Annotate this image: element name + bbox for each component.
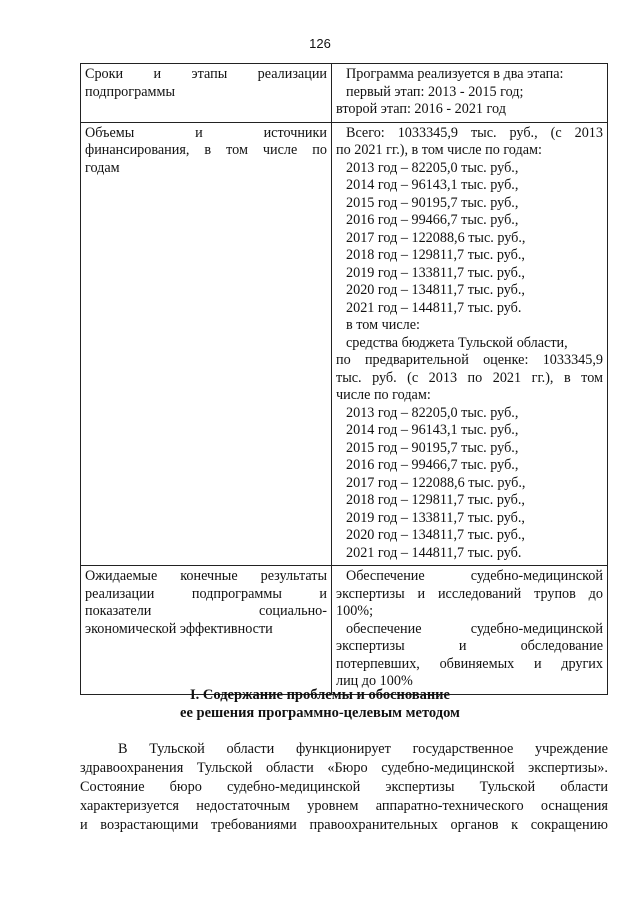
value-line: в том числе: <box>346 317 420 333</box>
value-line: 2015 год – 90195,7 тыс. руб., <box>346 194 519 211</box>
value-line: 2013 год – 82205,0 тыс. руб., <box>346 404 519 421</box>
value-line: лиц до 100% <box>336 673 413 689</box>
value-line: 2016 год – 99466,7 тыс. руб., <box>346 457 519 473</box>
section-heading <box>0 686 640 722</box>
value-line: Программа реализуется в два этапа: <box>346 66 564 82</box>
label-line: экономической эффективности <box>85 620 273 637</box>
value-line: 2021 год – 144811,7 тыс. руб. <box>346 299 522 316</box>
row-value-funding <box>332 122 608 566</box>
value-line: второй этап: 2016 - 2021 год <box>336 101 506 117</box>
value-line: 2015 год – 90195,7 тыс. руб., <box>346 439 519 456</box>
page-number: 126 <box>309 36 331 51</box>
body-paragraph <box>80 740 608 835</box>
paragraph-line: характеризуется недостаточным уровнем аппаратно-технического оснащения <box>80 798 608 814</box>
value-line: 2018 год – 129811,7 тыс. руб., <box>346 492 525 508</box>
label-line: реализации подпрограммы и <box>85 585 327 602</box>
value-line: потерпевших, обвиняемых и других <box>336 655 603 672</box>
value-line: 2014 год – 96143,1 тыс. руб., <box>346 177 519 193</box>
value-line: 100%; <box>336 603 374 619</box>
label-line: Объемы и источники <box>85 124 327 141</box>
value-line: по 2021 гг.), в том числе по годам: <box>336 142 542 158</box>
value-line: 2017 год – 122088,6 тыс. руб., <box>346 474 526 491</box>
value-line: тыс. руб. (с 2013 по 2021 гг.), в том <box>336 369 603 386</box>
section-heading-line: ее решения программно-целевым методом <box>180 705 460 721</box>
value-line: 2014 год – 96143,1 тыс. руб., <box>346 422 519 438</box>
row-value-results <box>332 566 608 695</box>
subprogram-passport-table <box>80 63 608 695</box>
value-line: экспертизы и обследование <box>336 638 603 654</box>
value-line: числе по годам: <box>336 387 431 403</box>
value-line: средства бюджета Тульской области, <box>346 334 568 351</box>
row-label-terms <box>81 64 332 123</box>
table-row <box>81 566 608 695</box>
label-line: годам <box>85 159 120 176</box>
value-line: 2017 год – 122088,6 тыс. руб., <box>346 229 526 246</box>
paragraph-line: здравоохранения Тульской области «Бюро судебно-медицинской экспертизы». <box>80 760 608 776</box>
value-line: 2019 год – 133811,7 тыс. руб., <box>346 509 525 526</box>
label-line: показатели социально- <box>85 603 327 619</box>
value-line: 2013 год – 82205,0 тыс. руб., <box>346 159 519 176</box>
value-line: 2021 год – 144811,7 тыс. руб. <box>346 544 522 561</box>
value-line: экспертизы и исследований трупов до <box>336 585 603 602</box>
paragraph-line: Состояние бюро судебно-медицинской экспертизы Тульской области <box>80 779 608 795</box>
row-label-funding <box>81 122 332 566</box>
label-line: финансирования, в том числе по <box>85 142 327 158</box>
label-line: подпрограммы <box>85 83 175 100</box>
label-line: Сроки и этапы реализации <box>85 66 327 82</box>
value-line: 2020 год – 134811,7 тыс. руб., <box>346 282 525 298</box>
value-line: 2020 год – 134811,7 тыс. руб., <box>346 527 525 543</box>
value-line: 2019 год – 133811,7 тыс. руб., <box>346 264 525 281</box>
label-line: Ожидаемые конечные результаты <box>85 568 327 584</box>
paragraph-line: и возрастающими требованиями правоохранительных органов к сокращению <box>80 817 608 833</box>
value-line: первый этап: 2013 - 2015 год; <box>346 83 524 100</box>
table-row <box>81 122 608 566</box>
table-row <box>81 64 608 123</box>
row-label-results <box>81 566 332 695</box>
value-line: Всего: 1033345,9 тыс. руб., (с 2013 <box>346 124 603 141</box>
value-line: по предварительной оценке: 1033345,9 <box>336 352 603 368</box>
value-line: обеспечение судебно-медицинской <box>346 620 603 637</box>
value-line: 2018 год – 129811,7 тыс. руб., <box>346 247 525 263</box>
value-line: Обеспечение судебно-медицинской <box>346 568 603 584</box>
row-value-terms <box>332 64 608 123</box>
value-line: 2016 год – 99466,7 тыс. руб., <box>346 212 519 228</box>
paragraph-line: В Тульской области функционирует государственное учреждение <box>118 741 608 757</box>
section-heading-line: I. Содержание проблемы и обоснование <box>190 687 450 703</box>
